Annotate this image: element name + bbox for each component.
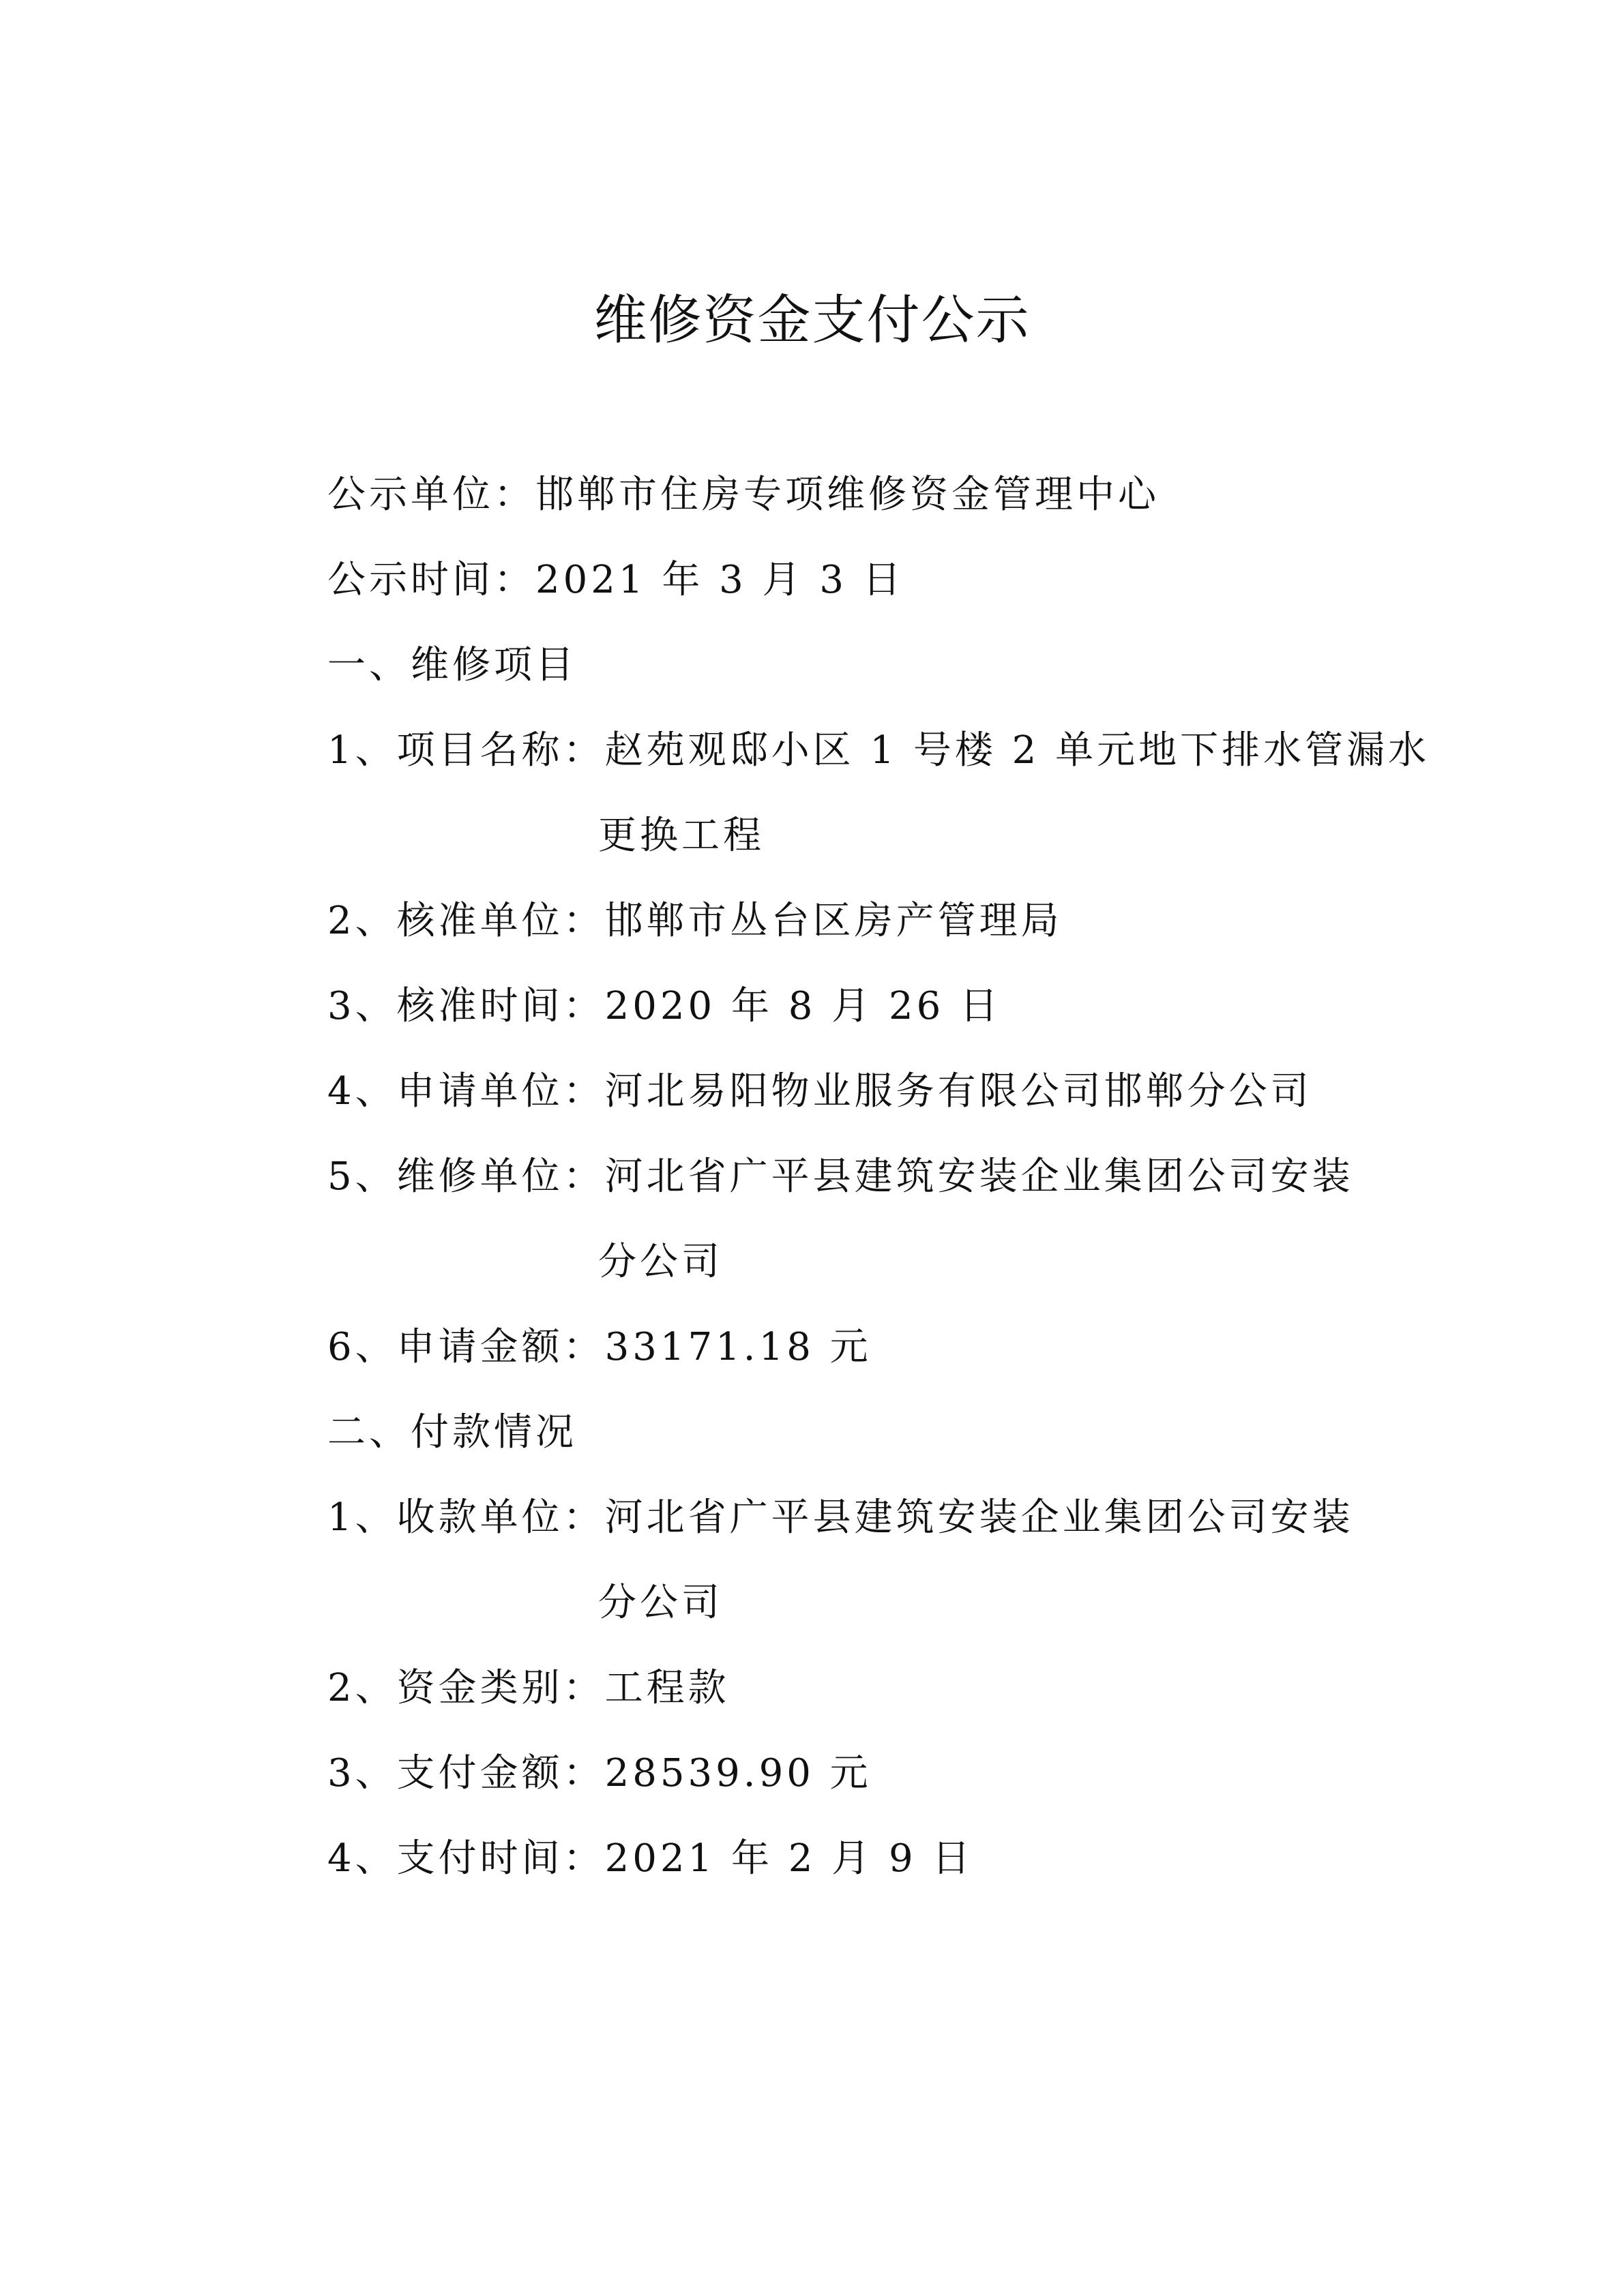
repair-unit: 5、维修单位：河北省广平县建筑安装企业集团公司安装 [327,1154,1354,1199]
approval-unit: 2、核准单位：邯郸市丛台区房产管理局 [327,899,1063,943]
publisher-unit: 公示单位：邯郸市住房专项维修资金管理中心 [327,473,1160,517]
application-amount: 6、申请金额：33171.18 元 [327,1325,872,1369]
repair-unit-continued: 分公司 [598,1240,723,1284]
section-heading-repair-project: 一、维修项目 [327,643,577,687]
section-heading-payment: 二、付款情况 [327,1410,577,1455]
document-title: 维修资金支付公示 [593,290,1031,351]
payee-unit: 1、收款单位：河北省广平县建筑安装企业集团公司安装 [327,1495,1354,1540]
fund-category: 2、资金类别：工程款 [327,1666,730,1710]
project-name: 1、项目名称：赵苑观邸小区 1 号楼 2 单元地下排水管漏水 [327,728,1430,773]
payee-unit-continued: 分公司 [598,1581,723,1625]
payment-time: 4、支付时间：2021 年 2 月 9 日 [327,1836,974,1881]
publish-time: 公示时间：2021 年 3 月 3 日 [327,558,904,602]
applicant-unit: 4、申请单位：河北易阳物业服务有限公司邯郸分公司 [327,1069,1312,1114]
project-name-continued: 更换工程 [598,814,765,858]
approval-time: 3、核准时间：2020 年 8 月 26 日 [327,984,1002,1028]
payment-amount: 3、支付金额：28539.90 元 [327,1751,872,1795]
